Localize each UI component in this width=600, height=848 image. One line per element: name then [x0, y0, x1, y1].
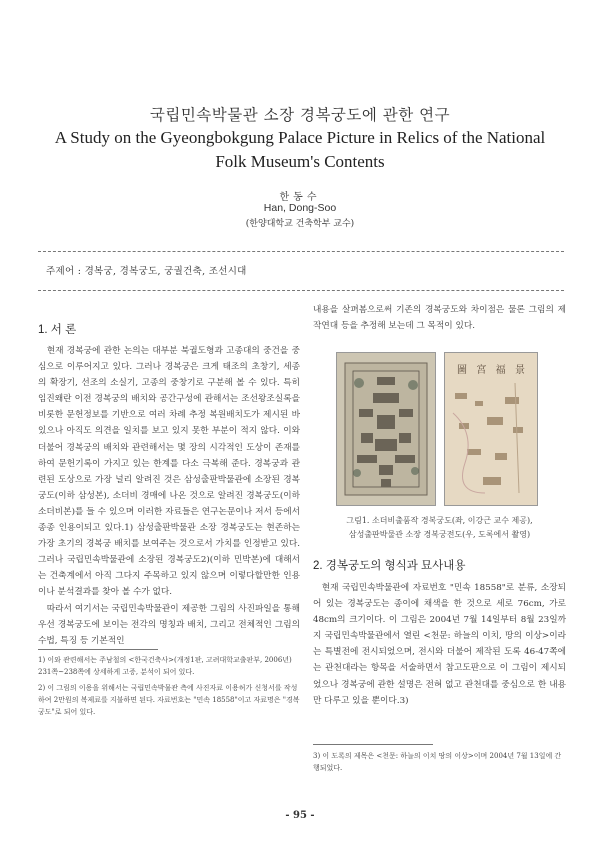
section-2-body [313, 580, 566, 709]
map-title-char: 福 [495, 365, 506, 376]
footnote-rule-right [313, 744, 433, 745]
section-1-heading: 1. 서 론 [38, 324, 77, 336]
paper-title-english: A Study on the Gyeongbokgung Palace Picture in Relics of the National Folk Museum's Contents [54, 128, 546, 171]
footnote-1: 1) 이와 관련해서는 주남철의 <한국건축사>(개정1판, 고려대학교출판부, 2006년) 231쪽~238쪽에 상세하게 고증, 분석이 되어 있다. [38, 656, 292, 676]
figure-samsung-palace-map [444, 352, 538, 506]
map-title-char: 宮 [476, 365, 487, 376]
left-column-body [38, 343, 300, 649]
footnote-rule-left [38, 649, 158, 650]
map-title-char: 景 [514, 365, 525, 376]
author-name-korean: 한동수 [279, 192, 321, 203]
intro-paragraph-2: 따라서 여기서는 국립민속박물관이 제공한 그림의 사진파일을 통해 우선 경복궁도에 보이는 전각의 명칭과 배치, 그리고 전체적인 그림의 수법, 특징 등 기본적인 [38, 603, 300, 646]
intro-continuation: 내용을 살펴봄으로써 기존의 경복궁도와 차이점은 물론 그림의 제작연대 등을 추정해 보는데 그 목적이 있다. [313, 305, 566, 332]
footnote-3: 3) 이 도록의 제목은 <천문: 하늘의 이치 땅의 이상>이며 2004년 7월 13일에 간행되었다. [313, 752, 562, 772]
intro-paragraph-1: 현재 경복궁에 관한 논의는 대부분 북궐도형과 고종대의 중건을 중심으로 이루어지고 있다. 그러나 경복궁은 크게 태조의 초창기, 세종의 확장기, 선조의 소실기, 고종의 중창기로 구분해 볼 수 있다. 특히 임진왜란 이전 경복궁의 배치와 공간구성에 관해서는 조선왕조실록을 비롯한 문헌정보를 기반으로 여러 차례 추정 복원배치도가 제시된 바 있으나 아직도 의견을 일치를 보고 있지 못한 부분이 적지 않다. 이와 더불어 경복궁의 배치와 관련해서는 몇 장의 시각적인 도상이 존재를 하여 문헌기록이 가지고 있는 한계를 다소 극복해 준다. 경복궁과 관련된 도상으로 가장 널리 알려진 것은 삼성출판박물관에 소장된 경복궁도(이하 삼성본), 소더비 경매에 나온 것으로 알려진 경복궁도(이하 소더비본)를 들 수 있으며 이러한 자료들은 연구논문이나 저서 등에서 종종 인용이되고 있다.1) 삼성출판박물관 소장 경복궁도는 현존하는 가장 초기의 경복궁 배치를 보여주는 것으로서 가치를 인정받고 있다. 그러나 국립민속박물관에 소장된 경복궁도2)(이하 민박본)에 대해서는 건축계에서 아직 그다지 주목하고 있지 않으며 이렇다할만한 인용이나 분석결과를 찾아 볼 수가 없다. [38, 346, 300, 598]
figure-sotheby-palace-map [336, 352, 436, 506]
right-column-continuation [313, 302, 566, 334]
section-2-heading: 2. 경복궁도의 형식과 묘사내용 [313, 560, 466, 572]
map-title-chars [457, 361, 525, 376]
keywords-text: 주제어 : 경복궁, 경복궁도, 궁궐건축, 조선시대 [46, 266, 247, 277]
paper-title-korean: 국립민속박물관 소장 경복궁도에 관한 연구 [149, 106, 451, 124]
map-title-char: 圖 [457, 365, 467, 376]
section-2-paragraph: 현재 국립민속박물관에 자료번호 "민속 18558"로 분류, 소장되어 있는 경복궁도는 종이에 채색을 한 것으로 세로 76cm, 가로 48cm의 크기이다. 이 그림은 2004년 7월 14일부터 8월 23일까지 국립민속박물관에서 열린 <천문: 하늘의 이치, 땅의 이상>이라는 특별전에 전시되었으며, 전시와 더불어 제작된 도록 46-47쪽에는 관천대라는 항목을 서술하면서 참고도판으로 이 그림이 제시되었으나 경복궁에 관한 설명은 전혀 없고 관천대를 중심으로 한 내용만 다루고 있을 뿐이다.3) [313, 583, 566, 706]
figure-caption-line-2: 삼성출판박물관 소장 경복궁전도(우, 도록에서 촬영) [348, 530, 531, 539]
footnote-2: 2) 이 그림의 이용을 위해서는 국립민속박물관 측에 사진자료 이용허가 신청서를 작성하여 2만원의 복제료를 지불하면 된다. 자료번호는 "민속 18558"이고 자료명은 "경복궁도"로 되어 있다. [38, 684, 300, 716]
author-affiliation: (한양대학교 건축학부 교수) [245, 219, 355, 229]
palace-map-left-image [337, 353, 435, 505]
page-number: - 95 - [285, 810, 315, 821]
author-name-english: Han, Dong-Soo [263, 202, 337, 214]
figure-caption-line-1: 그림1. 소더비출품작 경복궁도(좌, 이강근 교수 제공), [346, 516, 533, 525]
